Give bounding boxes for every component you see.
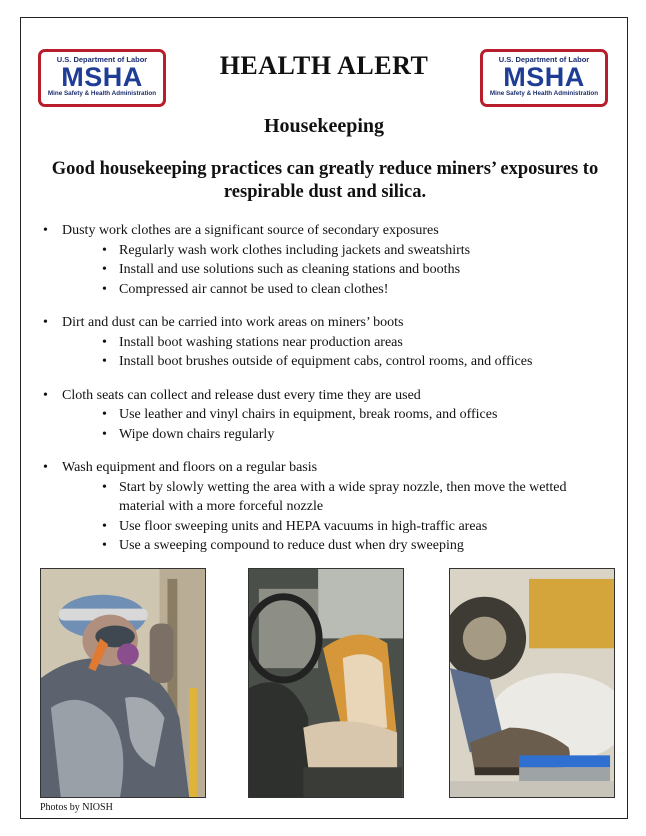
section-boots bbox=[41, 313, 611, 372]
section-title: • Dusty work clothes are a significant source of secondary exposures bbox=[41, 221, 611, 241]
list-item: • Install and use solutions such as cleaning stations and booths bbox=[41, 260, 611, 280]
section-equipment bbox=[41, 458, 611, 556]
photo-cab-seat bbox=[248, 568, 404, 798]
page-title: HEALTH ALERT bbox=[219, 51, 429, 80]
list-item: • Wipe down chairs regularly bbox=[41, 425, 611, 445]
logo-dept-text: U.S. Department of Labor bbox=[498, 55, 590, 64]
topic-title: Housekeeping bbox=[263, 115, 385, 137]
msha-logo-right bbox=[480, 49, 608, 107]
section-title: • Cloth seats can collect and release dust every time they are used bbox=[41, 386, 611, 406]
lead-statement: Good housekeeping practices can greatly reduce miners’ exposures to respirable dust and silica. bbox=[51, 159, 599, 202]
list-item: • Regularly wash work clothes including jackets and sweatshirts bbox=[41, 241, 611, 261]
sub-list bbox=[41, 478, 611, 556]
logo-dept-text: U.S. Department of Labor bbox=[56, 55, 148, 64]
logo-sub-text: Mine Safety & Health Administration bbox=[47, 90, 157, 97]
photo-credit: Photos by NIOSH bbox=[40, 802, 113, 813]
list-item: • Compressed air cannot be used to clean clothes! bbox=[41, 280, 611, 300]
list-item: • Use leather and vinyl chairs in equipment, break rooms, and offices bbox=[41, 405, 611, 425]
sub-list bbox=[41, 333, 611, 372]
sub-list bbox=[41, 241, 611, 300]
list-item: • Install boot washing stations near production areas bbox=[41, 333, 611, 353]
recommendation-list bbox=[41, 221, 611, 570]
list-item: • Use a sweeping compound to reduce dust when dry sweeping bbox=[41, 536, 611, 556]
section-seats bbox=[41, 386, 611, 445]
photo-boot-brush bbox=[449, 568, 615, 798]
sub-list bbox=[41, 405, 611, 444]
section-title: • Dirt and dust can be carried into work areas on miners’ boots bbox=[41, 313, 611, 333]
alert-page bbox=[20, 17, 628, 819]
logo-mark-text: MSHA bbox=[503, 62, 585, 92]
photo-dusty-worker bbox=[40, 568, 206, 798]
section-title: • Wash equipment and floors on a regular basis bbox=[41, 458, 611, 478]
logo-sub-text: Mine Safety & Health Administration bbox=[489, 90, 599, 97]
section-clothes bbox=[41, 221, 611, 299]
list-item: • Start by slowly wetting the area with a wide spray nozzle, then move the wetted material with a more forceful nozzle bbox=[41, 478, 611, 517]
logo-mark-text: MSHA bbox=[61, 62, 143, 92]
list-item: • Use floor sweeping units and HEPA vacuums in high-traffic areas bbox=[41, 517, 611, 537]
list-item: • Install boot brushes outside of equipment cabs, control rooms, and offices bbox=[41, 352, 611, 372]
